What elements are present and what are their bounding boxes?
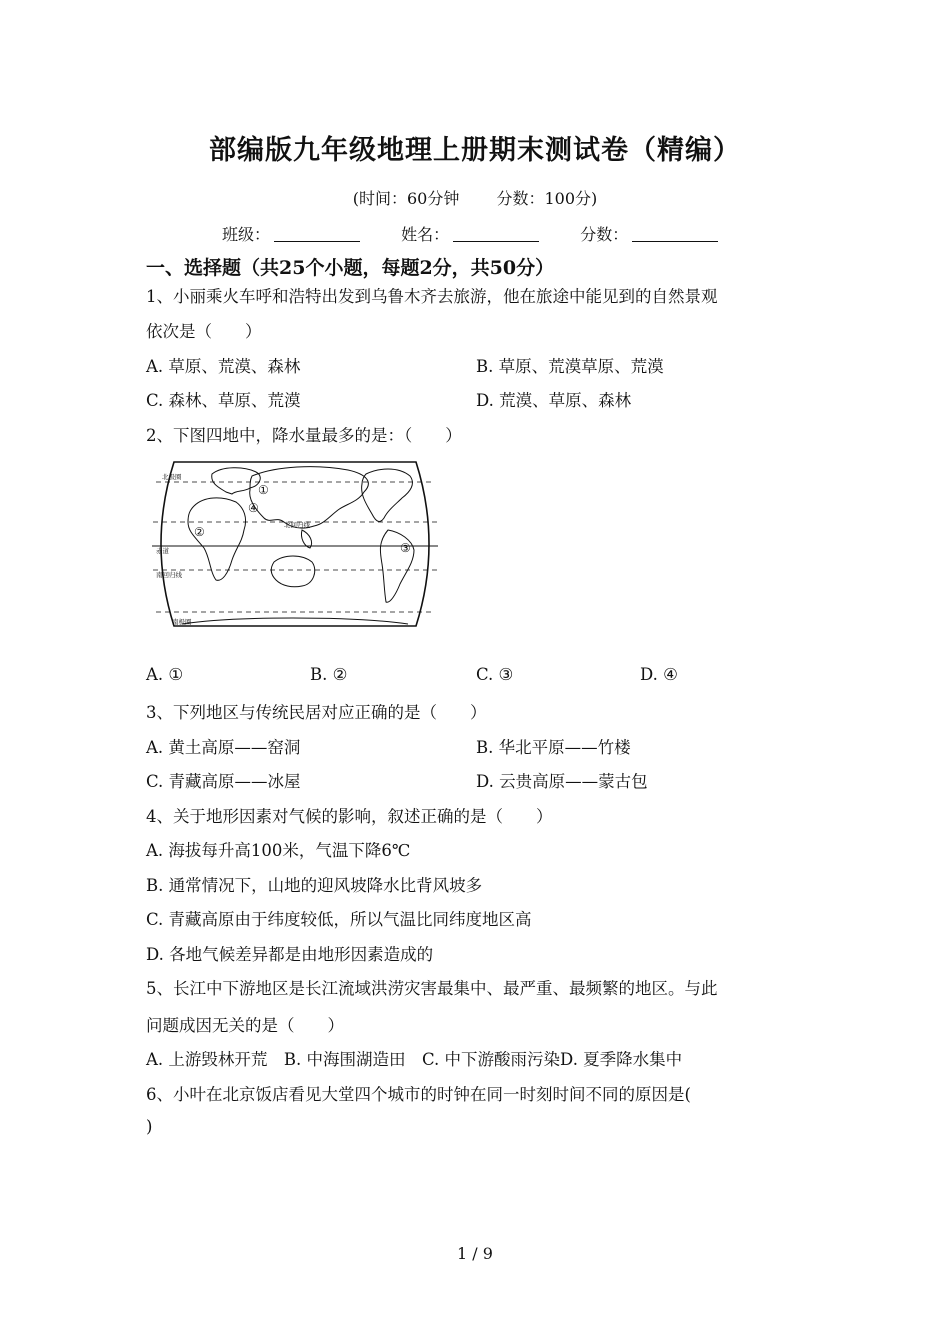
section-title: 一、选择题（共25个小题，每题2分，共50分）: [146, 257, 555, 279]
q3-option-b: B. 华北平原——竹楼: [476, 738, 631, 757]
q4-option-a: A. 海拔每升高100米，气温下降6℃: [146, 841, 411, 860]
label-tropic-of-cancer: 北回归线: [284, 521, 310, 529]
world-map: [152, 452, 438, 636]
q1-option-a: A. 草原、荒漠、森林: [146, 357, 301, 376]
student-info: [222, 222, 754, 245]
score-field: [580, 222, 718, 245]
q4-option-d: D. 各地气候差异都是由地形因素造成的: [146, 945, 434, 964]
q5-options: A. 上游毁林开荒 B. 中海围湖造田 C. 中下游酸雨污染D. 夏季降水集中: [146, 1050, 683, 1069]
exam-time: (时间：60分钟: [352, 189, 460, 208]
q6-stem-line1: 6、小叶在北京饭店看见大堂四个城市的时钟在同一时刻时间不同的原因是(: [146, 1085, 691, 1104]
marker-3: ③: [400, 541, 411, 555]
label-antarctic-circle: 南极圈: [172, 618, 192, 626]
q4-option-c: C. 青藏高原由于纬度较低，所以气温比同纬度地区高: [146, 910, 532, 929]
q1-stem-line2: 依次是（ ）: [146, 322, 262, 341]
label-equator: 赤道: [156, 547, 169, 555]
q1-option-c: C. 森林、草原、荒漠: [146, 391, 301, 410]
class-blank[interactable]: [274, 227, 360, 242]
marker-2: ②: [194, 525, 205, 539]
page-title: 部编版九年级地理上册期末测试卷（精编）: [209, 135, 741, 166]
marker-1: ①: [258, 483, 269, 497]
exam-meta: [0, 186, 950, 209]
class-field: [222, 222, 360, 245]
marker-4: ④: [248, 501, 259, 515]
q5-stem-line2: 问题成因无关的是（ ）: [146, 1016, 344, 1035]
q1-option-b: B. 草原、荒漠草原、荒漠: [476, 357, 664, 376]
q2-option-a: A. ①: [146, 665, 184, 684]
class-label: 班级：: [222, 225, 271, 244]
label-tropic-of-capricorn: 南回归线: [156, 571, 182, 579]
name-field: [401, 222, 539, 245]
name-blank[interactable]: [453, 227, 539, 242]
label-arctic-circle: 北极圈: [162, 473, 182, 481]
q2-stem: 2、下图四地中，降水量最多的是：（ ）: [146, 426, 462, 445]
q3-option-c: C. 青藏高原——冰屋: [146, 772, 301, 791]
name-label: 姓名：: [401, 225, 450, 244]
q3-stem: 3、下列地区与传统民居对应正确的是（ ）: [146, 703, 487, 722]
page-number: 1 / 9: [457, 1244, 493, 1263]
q3-option-d: D. 云贵高原——蒙古包: [476, 772, 648, 791]
q5-stem-line1: 5、长江中下游地区是长江流域洪涝灾害最集中、最严重、最频繁的地区。与此: [146, 979, 718, 998]
score-label: 分数：: [580, 225, 629, 244]
exam-score: 分数：100分): [496, 189, 598, 208]
q2-option-c: C. ③: [476, 665, 514, 684]
q1-option-d: D. 荒漠、草原、森林: [476, 391, 632, 410]
q2-option-d: D. ④: [640, 665, 678, 684]
q2-option-b: B. ②: [310, 665, 348, 684]
q3-option-a: A. 黄土高原——窑洞: [146, 738, 301, 757]
q4-stem: 4、关于地形因素对气候的影响，叙述正确的是（ ）: [146, 807, 553, 826]
q1-stem-line1: 1、小丽乘火车呼和浩特出发到乌鲁木齐去旅游，他在旅途中能见到的自然景观: [146, 287, 718, 306]
q6-stem-line2: ): [146, 1117, 153, 1136]
q4-option-b: B. 通常情况下，山地的迎风坡降水比背风坡多: [146, 876, 483, 895]
score-blank[interactable]: [632, 227, 718, 242]
